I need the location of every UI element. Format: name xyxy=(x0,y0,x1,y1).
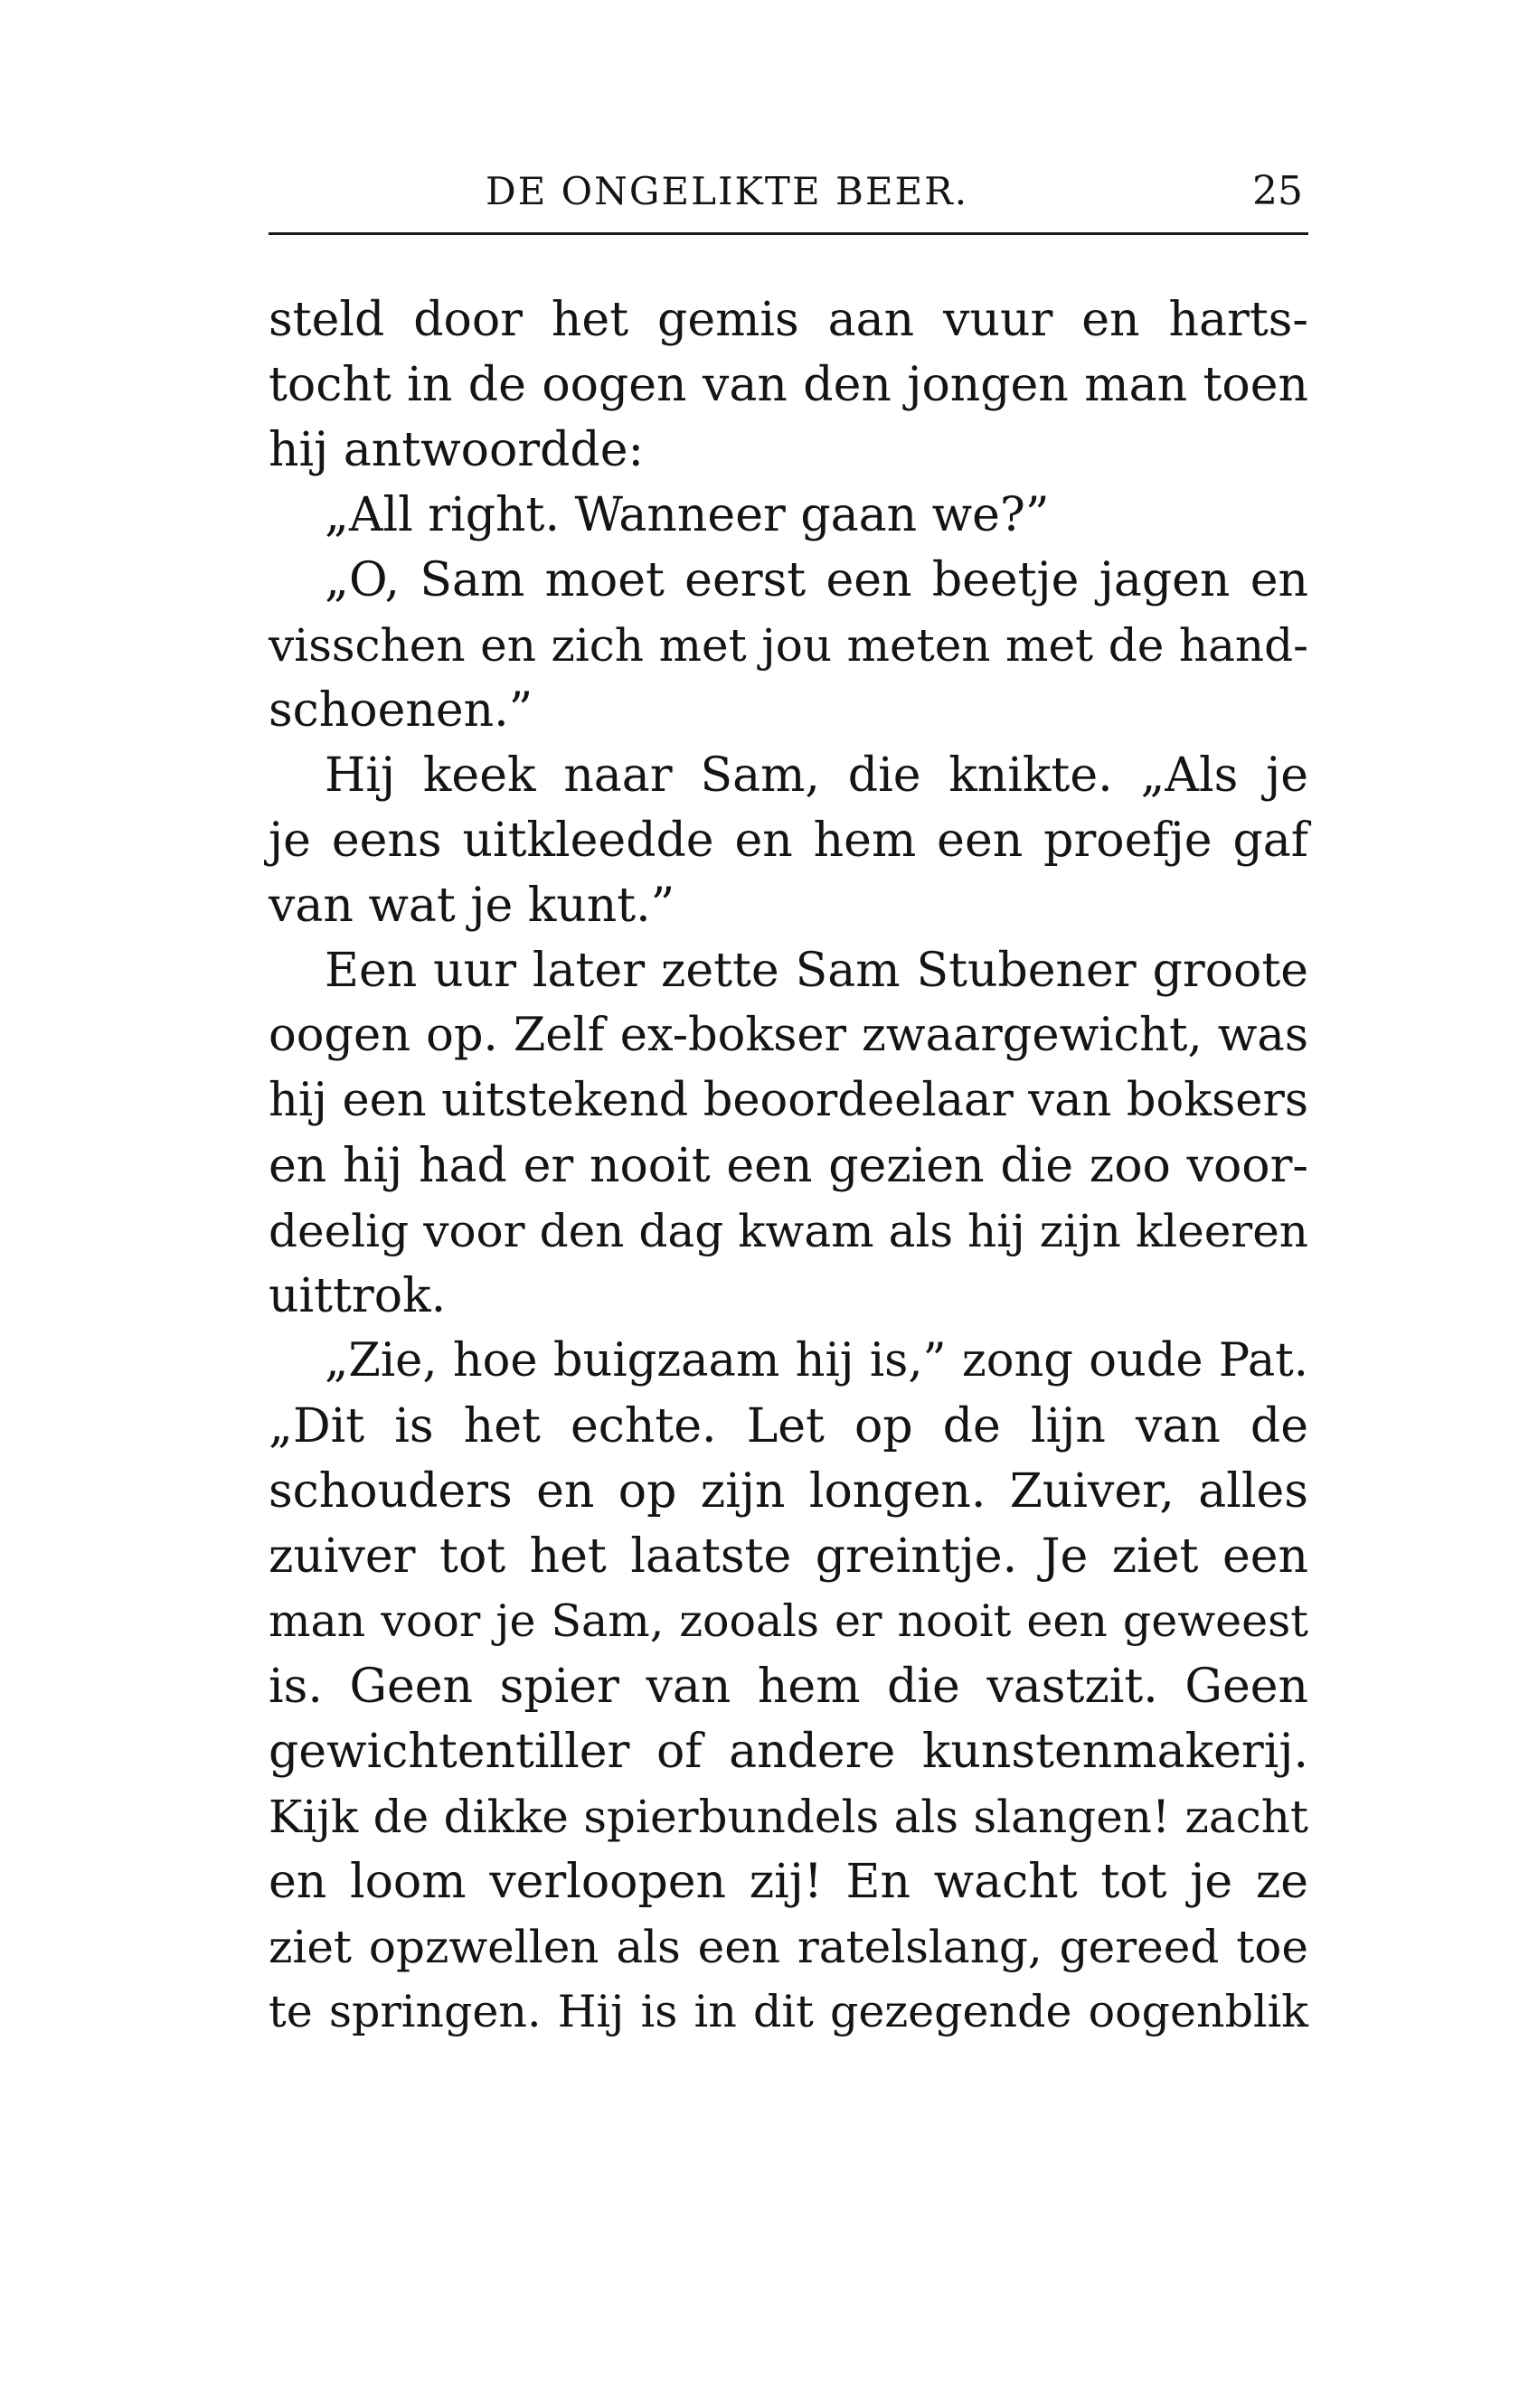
text-line: hij antwoordde: xyxy=(269,423,645,477)
running-head xyxy=(269,165,1308,228)
text-line: visschen en zich met jou meten met de hand- xyxy=(269,619,1308,672)
text-line: schoenen.” xyxy=(269,683,533,738)
text-line: „Dit is het echte. Let op de lijn van de xyxy=(269,1399,1308,1453)
text-line: tocht in de oogen van den jongen man toen xyxy=(269,358,1308,412)
text-line: van wat je kunt.” xyxy=(269,879,675,933)
text-line: hij een uitstekend beoordeelaar van boksers xyxy=(269,1074,1308,1127)
text-line: en hij had er nooit een gezien die zoo voor- xyxy=(269,1139,1308,1193)
text-line: is. Geen spier van hem die vastzit. Geen xyxy=(269,1660,1308,1714)
text-line: deelig voor den dag kwam als hij zijn kleeren xyxy=(269,1205,1308,1257)
text-line: Hij keek naar Sam, die knikte. „Als je xyxy=(325,748,1308,803)
text-line: zuiver tot het laatste greintje. Je ziet een xyxy=(269,1529,1308,1584)
text-line: man voor je Sam, zooals er nooit een geweest xyxy=(269,1595,1308,1647)
text-line: je eens uitkleedde en hem een proefje gaf xyxy=(269,814,1308,868)
running-title: DE ONGELIKTE BEER. xyxy=(486,169,969,213)
text-line: oogen op. Zelf ex-bokser zwaargewicht, was xyxy=(269,1009,1308,1062)
page-number: 25 xyxy=(1252,168,1303,214)
text-line: te springen. Hij is in dit gezegende oogenblik xyxy=(269,1986,1308,2037)
text-line: Een uur later zette Sam Stubener groote xyxy=(325,944,1308,998)
text-line: uittrok. xyxy=(269,1269,447,1323)
text-line: ziet opzwellen als een ratelslang, gereed toe xyxy=(269,1921,1308,1973)
text-line: „Zie, hoe buigzaam hij is,” zong oude Pat. xyxy=(325,1334,1308,1387)
text-line: Kijk de dikke spierbundels als slangen! zacht xyxy=(269,1791,1308,1843)
header-rule xyxy=(269,232,1308,235)
text-line: gewichtentiller of andere kunstenmakerij. xyxy=(269,1725,1308,1779)
text-line: „O, Sam moet eerst een beetje jagen en xyxy=(325,553,1308,607)
text-line: schouders en op zijn longen. Zuiver, alles xyxy=(269,1464,1308,1519)
text-line: en loom verloopen zij! En wacht tot je ze xyxy=(269,1855,1308,1909)
text-line: steld door het gemis aan vuur en harts- xyxy=(269,293,1308,347)
body-text xyxy=(269,287,1308,2045)
text-line: „All right. Wanneer gaan we?” xyxy=(325,488,1050,542)
